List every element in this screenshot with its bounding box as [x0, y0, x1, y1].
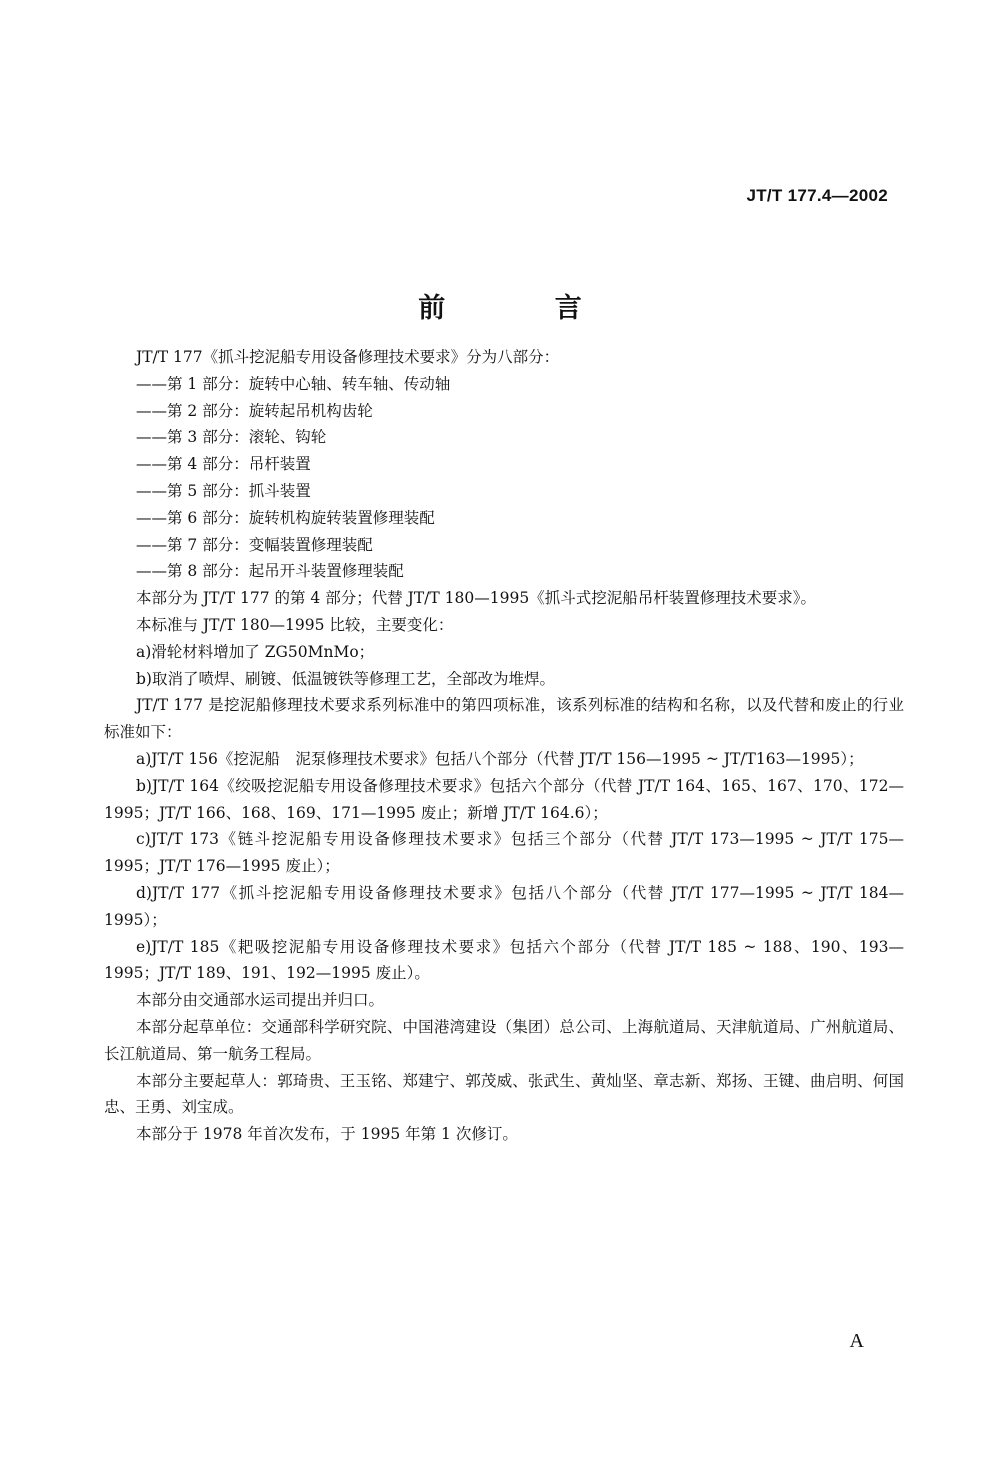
- drafting-units-paragraph: 本部分起草单位：交通部科学研究院、中国港湾建设（集团）总公司、上海航道局、天津航道局、广州航道局、长江航道局、第一航务工程局。: [104, 1017, 904, 1063]
- intro-paragraph: JT/T 177《抓斗挖泥船专用设备修理技术要求》分为八部分：: [136, 348, 560, 366]
- part-list-item: ——第 8 部分：起吊开斗装置修理装配: [136, 562, 404, 581]
- part-list-item: ——第 4 部分：吊杆装置: [136, 455, 311, 474]
- part-list-item: ——第 6 部分：旋转机构旋转装置修理装配: [136, 508, 435, 527]
- foreword-body: [104, 344, 904, 1148]
- series-paragraph: JT/T 177 是挖泥船修理技术要求系列标准中的第四项标准，该系列标准的结构和名称，以及代替和废止的行业标准如下：: [104, 696, 904, 742]
- part-list-item: ——第 3 部分：滚轮、钩轮: [136, 428, 327, 447]
- history-paragraph: 本部分于 1978 年首次发布，于 1995 年第 1 次修订。: [136, 1125, 518, 1144]
- page-title: 前 言: [418, 293, 632, 324]
- part-list-item: ——第 7 部分：变幅装置修理装配: [136, 535, 373, 554]
- standard-code: JT/T 177.4—2002: [746, 186, 888, 205]
- part-list-item: ——第 1 部分：旋转中心轴、转车轴、传动轴: [136, 374, 451, 393]
- series-item: c)JT/T 173《链斗挖泥船专用设备修理技术要求》包括三个部分（代替 JT/T 173—1995 ~ JT/T 175—1995；JT/T 176—1995 废止）；: [104, 830, 904, 876]
- change-item: a)滑轮材料增加了 ZG50MnMo；: [136, 642, 375, 661]
- replacement-paragraph: 本部分为 JT/T 177 的第 4 部分；代替 JT/T 180—1995《抓斗式挖泥船吊杆装置修理技术要求》。: [136, 589, 816, 608]
- proposer-paragraph: 本部分由交通部水运司提出并归口。: [136, 991, 385, 1010]
- change-item: b)取消了喷焊、刷镀、低温镀铁等修理工艺，全部改为堆焊。: [136, 669, 555, 688]
- drafters-paragraph: 本部分主要起草人：郭琦贵、王玉铭、郑建宁、郭茂威、张武生、黄灿坚、章志新、郑扬、王键、曲启明、何国忠、王勇、刘宝成。: [104, 1071, 904, 1117]
- part-list-item: ——第 5 部分：抓斗装置: [136, 481, 311, 500]
- series-item: a)JT/T 156《挖泥船 泥泵修理技术要求》包括八个部分（代替 JT/T 156—1995 ~ JT/T163—1995）；: [136, 749, 864, 768]
- changes-paragraph: 本标准与 JT/T 180—1995 比较，主要变化：: [136, 615, 454, 634]
- series-item: b)JT/T 164《绞吸挖泥船专用设备修理技术要求》包括六个部分（代替 JT/T 164、165、167、170、172—1995；JT/T 166、168、169、171—1995 废止；新增 JT/T 164.6）；: [104, 776, 904, 822]
- page-number: A: [849, 1330, 864, 1352]
- part-list-item: ——第 2 部分：旋转起吊机构齿轮: [136, 401, 373, 420]
- series-item: d)JT/T 177《抓斗挖泥船专用设备修理技术要求》包括八个部分（代替 JT/T 177—1995 ~ JT/T 184—1995）；: [104, 883, 904, 929]
- series-item: e)JT/T 185《耙吸挖泥船专用设备修理技术要求》包括六个部分（代替 JT/T 185 ~ 188、190、193—1995；JT/T 189、191、192—1995 废止）。: [104, 937, 904, 983]
